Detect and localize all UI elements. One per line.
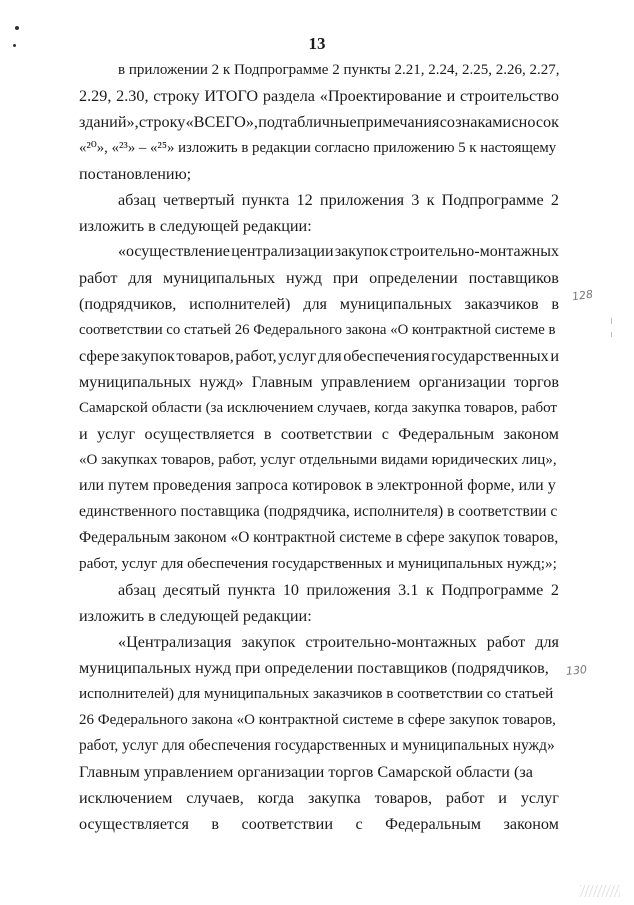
word: сносок (511, 113, 559, 131)
word: централизации (231, 243, 334, 260)
text-line (79, 814, 559, 834)
word: муниципальных (79, 373, 192, 391)
word: муниципальных (163, 269, 276, 287)
word: при (332, 269, 359, 287)
text-line (79, 346, 559, 366)
word: «осуществление (118, 243, 230, 260)
page-number: 13 (308, 34, 326, 53)
text-line (118, 242, 559, 262)
word: заказчиков (464, 295, 539, 313)
word: 10 (282, 581, 300, 599)
scan-dot (15, 26, 19, 30)
word: муниципальных (339, 295, 452, 313)
word: в (551, 295, 559, 313)
line-text: в приложении 2 к Подпрограмме 2 пункты 2.21, 2.24, 2.25, 2.26, 2.27, (118, 62, 560, 78)
scan-dot (13, 44, 16, 47)
word: осуществляется (79, 815, 189, 833)
text-line (79, 528, 559, 548)
word: услуг (97, 425, 136, 443)
word: управлением (320, 373, 411, 391)
text-line (79, 268, 559, 288)
text-line (79, 658, 559, 678)
word: сфере (79, 347, 120, 365)
line-text: работ, услуг для обеспечения государственных и муниципальных нужд;»; (79, 555, 557, 572)
scan-mark (611, 332, 612, 337)
word: и (79, 425, 88, 443)
word: пункта (241, 191, 290, 209)
text-line (79, 372, 559, 392)
word: 2 (550, 191, 559, 209)
word: строку (153, 87, 200, 105)
word: с (381, 425, 389, 443)
word: услуг (278, 347, 317, 365)
word: случаев, (186, 789, 244, 807)
word: абзац (118, 581, 156, 599)
word: четвертый (162, 191, 235, 209)
word: определении (369, 269, 458, 287)
margin-note: 128 (571, 287, 594, 304)
line-text: Главным управлением организации торгов Самарской области (за (79, 763, 533, 781)
text-line (79, 398, 559, 418)
word: закупка (307, 789, 361, 807)
line-text: муниципальных нужд при определении поставщиков (подрядчиков, (79, 659, 549, 677)
text-line (79, 762, 559, 782)
word: исполнителей) (189, 295, 291, 313)
word: для (535, 633, 559, 651)
word: «Проектирование (319, 87, 442, 105)
line-text: 26 Федерального закона «О контрактной системе в сфере закупок товаров, (79, 712, 556, 728)
word: соответствии (280, 425, 373, 443)
word: строительство (460, 87, 559, 105)
line-text: изложить в следующей редакции: (79, 607, 312, 625)
line-text: Самарской области (за исключением случаев, когда закупка товаров, работ (79, 400, 557, 416)
word: приложения (306, 581, 391, 599)
word: закупок (120, 347, 175, 365)
line-text: «О закупках товаров, работ, услуг отдельными видами юридических лиц», (79, 452, 557, 468)
word: 3 (411, 191, 420, 209)
word: 2.30, (116, 87, 149, 105)
text-line (79, 112, 559, 132)
word: абзац (118, 191, 156, 209)
word: работ (486, 633, 526, 651)
word: услуг (520, 789, 559, 807)
word: и (550, 347, 559, 365)
word: в (211, 815, 220, 833)
text-line (79, 554, 559, 574)
scan-smudge (580, 885, 620, 897)
word: десятый (163, 581, 221, 599)
text-line (79, 164, 559, 184)
word: приложения (319, 191, 405, 209)
text-line (79, 502, 559, 522)
margin-note: 130 (565, 663, 588, 678)
word: раздела (262, 87, 315, 105)
word: законом (503, 815, 559, 833)
word: строительно-монтажных (305, 633, 477, 651)
line-text: «²⁰», «²³» – «²⁵» изложить в редакции согласно приложению 5 к настоящему (79, 140, 557, 156)
word: законом (503, 425, 559, 443)
word: государственных (431, 347, 549, 365)
text-line (79, 320, 559, 340)
word: 3.1 (398, 581, 419, 599)
word: организации (418, 373, 506, 391)
word: когда (257, 789, 295, 807)
text-line (118, 580, 559, 600)
text-line (79, 216, 559, 236)
word: с (355, 815, 363, 833)
text-line (79, 424, 559, 444)
word: закупок (334, 243, 389, 260)
word: товаров, (374, 789, 433, 807)
word: Главным (251, 373, 313, 391)
word: 2 (550, 581, 559, 599)
word: строительно-монтажных (389, 243, 559, 260)
word: знаками (455, 113, 512, 131)
word: (подрядчиков, (79, 295, 177, 313)
word: «Централизация (118, 633, 232, 651)
word: зданий», (79, 113, 139, 131)
word: 2.29, (79, 87, 112, 105)
word: торгов (513, 373, 559, 391)
word: Подпрограмме (441, 191, 544, 209)
word: исключением (79, 789, 173, 807)
text-line (79, 788, 559, 808)
line-text: единственного поставщика (подрядчика, исполнителя) в соответствии с (79, 503, 558, 520)
word: закупок (241, 633, 296, 651)
word: со (439, 113, 455, 131)
line-text: или путем проведения запроса котировок в электронной форме, или у (79, 477, 556, 494)
word: осуществляется (144, 425, 255, 443)
word: для (128, 269, 153, 287)
word: поставщиков (468, 269, 559, 287)
word: нужд» (199, 373, 244, 391)
text-line (79, 294, 559, 314)
scan-mark (611, 318, 612, 324)
word: к (426, 191, 435, 209)
text-line (118, 632, 559, 652)
text-line (79, 450, 559, 470)
word: работ (445, 789, 485, 807)
text-line (79, 736, 559, 756)
word: к (425, 581, 434, 599)
word: строку (138, 113, 186, 131)
word: работ, (235, 347, 277, 365)
text-line (79, 606, 559, 626)
text-line (79, 86, 559, 106)
word: пункта (227, 581, 276, 599)
line-text: постановлению; (79, 165, 192, 183)
word: в (263, 425, 272, 443)
line-text: соответствии со статьей 26 Федерального закона «О контрактной системе в (79, 322, 556, 338)
word: 12 (296, 191, 313, 209)
word: Федеральным (398, 425, 495, 443)
word: товаров, (176, 347, 234, 365)
line-text: работ, услуг для обеспечения государственных и муниципальных нужд» (79, 737, 555, 754)
word: работ (79, 269, 118, 287)
text-line (118, 190, 559, 210)
word: ИТОГО (204, 87, 259, 105)
word: примечания (356, 113, 440, 131)
word: подтабличные (258, 113, 357, 131)
word: и (446, 87, 456, 105)
word: Федеральным (385, 815, 482, 833)
word: «ВСЕГО», (185, 113, 258, 131)
text-line (79, 710, 559, 730)
text-line (118, 60, 559, 80)
line-text: Федеральным законом «О контрактной системе в сфере закупок товаров, (79, 529, 559, 546)
word: соответствии (241, 815, 334, 833)
word: нужд (286, 269, 322, 287)
text-line (79, 138, 559, 158)
line-text: исполнителей) для муниципальных заказчиков в соответствии со статьей (79, 685, 554, 702)
word: для (303, 295, 327, 313)
text-line (79, 476, 559, 496)
text-line (79, 684, 559, 704)
word: Подпрограмме (441, 581, 544, 599)
word: и (498, 789, 507, 807)
word: для (317, 347, 342, 365)
word: обеспечения (343, 347, 430, 365)
line-text: изложить в следующей редакции: (79, 217, 312, 235)
